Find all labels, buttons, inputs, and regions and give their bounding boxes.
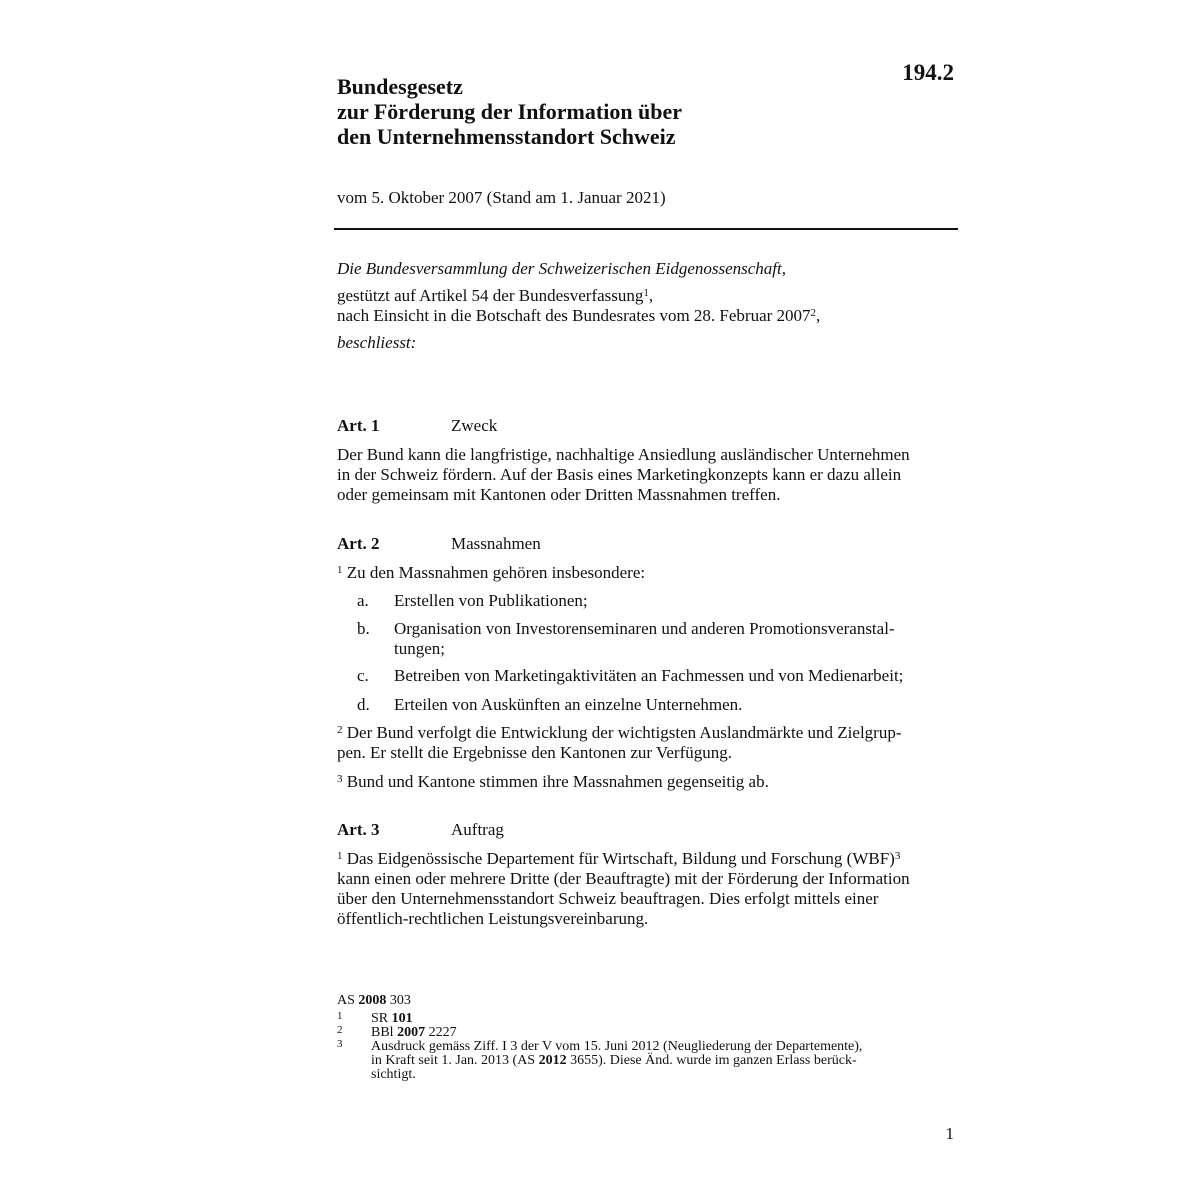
article-2-heading — [337, 534, 541, 554]
list-item-c: c. Betreiben von Marketingaktivitäten an Fachmessen und von Medienarbeit; — [357, 666, 904, 685]
preamble-line-1: Die Bundesversammlung der Schweizerischen Eidgenossenschaft, — [337, 259, 786, 278]
sr-number: 194.2 — [902, 60, 954, 85]
article-3-number: Art. 3 — [337, 820, 380, 839]
preamble-line-3: nach Einsicht in die Botschaft des Bundesrates vom 28. Februar 2007$^2$, — [337, 306, 821, 325]
article-2-para-2: $^2$ Der Bund verfolgt die Entwicklung der wichtigsten Auslandmärkte und Zielgrup- pen. Er stellt die Ergebnisse den Kantonen zur Verfügung. — [337, 723, 902, 762]
list-item-a: a. Erstellen von Publikationen; — [357, 591, 588, 610]
title-line-2: zur Förderung der Information über — [337, 99, 683, 124]
title-line-1: Bundesgesetz — [337, 74, 463, 99]
footnotes — [337, 994, 957, 1082]
title-divider — [334, 228, 958, 230]
article-1-heading — [337, 416, 497, 436]
list-item-d: d. Erteilen von Auskünften an einzelne Unternehmen. — [357, 695, 743, 714]
article-1-text: Der Bund kann die langfristige, nachhaltige Ansiedlung ausländischer Unternehmen in der Schweiz fördern. Auf der Basis eines Marketingkonzepts kann er dazu allein oder gemeinsam mit Kantonen oder Dritten Massnahmen treffen. — [337, 445, 910, 504]
footnote-ref-1: 1 — [643, 287, 649, 299]
title-line-3: den Unternehmensstandort Schweiz — [337, 124, 676, 149]
document-title — [337, 74, 682, 149]
article-1-number: Art. 1 — [337, 416, 380, 435]
as-reference: AS 2008 303 — [337, 993, 411, 1008]
page-number: 1 — [945, 1124, 954, 1143]
article-2-title: Massnahmen — [451, 534, 541, 553]
article-2-number: Art. 2 — [337, 534, 380, 553]
article-2-para-3: $^3$ Bund und Kantone stimmen ihre Massnahmen gegenseitig ab. — [337, 772, 769, 791]
preamble-line-4: beschliesst: — [337, 333, 417, 352]
article-3-title: Auftrag — [451, 820, 504, 839]
footnote-2: 2 BBl 2007 2227 — [337, 1024, 457, 1040]
footnote-3: 3 Ausdruck gemäss Ziff. I 3 der V vom 15. Juni 2012 (Neugliederung der Departemente), in Kraft seit 1. Jan. 2013 (AS 2012 3655). Diese Änd. wurde im ganzen Erlass berück- sichtigt. — [337, 1038, 863, 1082]
article-3-para-1: $^1$ Das Eidgenössische Departement für Wirtschaft, Bildung und Forschung (WBF)$^3$ kann einen oder mehrere Dritte (der Beauftragte) mit der Förderung der Information über den Unternehmensstandort Schweiz beauftragen. Dies erfolgt mittels einer öffentlich-rechtlichen Leistungsvereinbarung. — [337, 849, 910, 928]
footnote-ref-2: 2 — [810, 307, 817, 319]
preamble-line-2: gestützt auf Artikel 54 der Bundesverfassung$^1$, — [337, 286, 654, 305]
footnote-1: 1 SR 101 — [337, 1010, 413, 1026]
list-item-b: b. Organisation von Investorenseminaren und anderen Promotionsveranstal- tungen; — [357, 619, 895, 658]
date-line: vom 5. Oktober 2007 (Stand am 1. Januar 2021) — [337, 188, 666, 207]
footnote-ref-3: 3 — [894, 850, 901, 862]
article-3-heading — [337, 820, 504, 840]
article-1-title: Zweck — [451, 416, 498, 435]
article-2-para-1: $^1$ Zu den Massnahmen gehören insbesondere: — [337, 563, 646, 582]
